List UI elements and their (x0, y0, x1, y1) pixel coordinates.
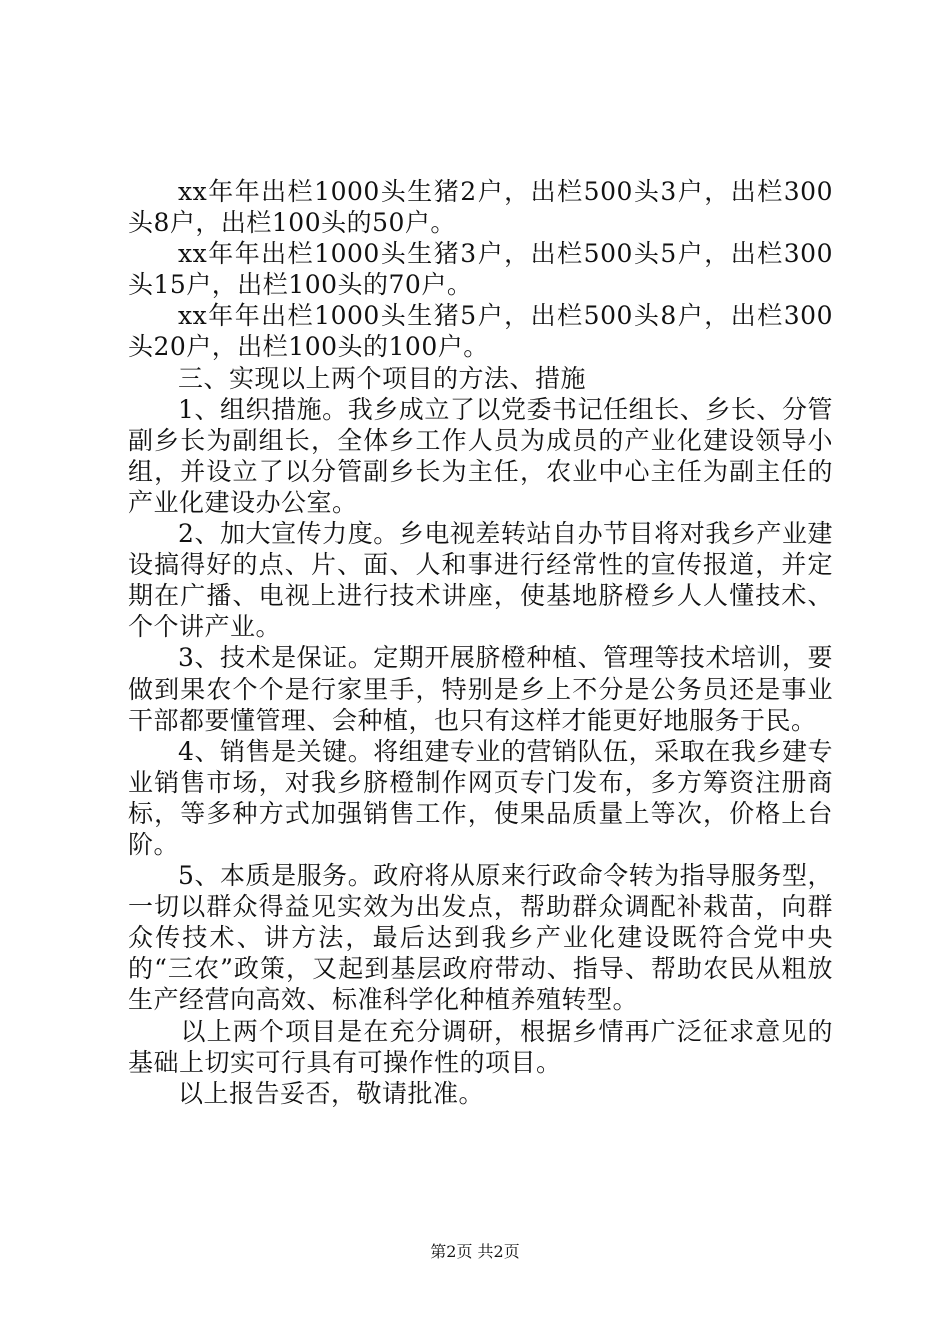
paragraph-conclusion: 以上两个项目是在充分调研，根据乡情再广泛征求意见的基础上切实可行具有可操作性的项目。 (128, 1016, 833, 1077)
paragraph-publicity: 2、加大宣传力度。乡电视差转站自办节目将对我乡产业建设搞得好的点、片、面、人和事进行经常性的宣传报道，并定期在广播、电视上进行技术讲座，使基地脐橙乡人人懂技术、个个讲产业。 (128, 519, 833, 642)
paragraph-technology: 3、技术是保证。定期开展脐橙种植、管理等技术培训，要做到果农个个是行家里手，特别是乡上不分是公务员还是事业干部都要懂管理、会种植，也只有这样才能更好地服务于民。 (128, 643, 833, 735)
paragraph-livestock-year-1: xx年年出栏1000头生猪2户，出栏500头3户，出栏300头8户，出栏100头的50户。 (128, 177, 833, 238)
page-number-footer: 第2页 共2页 (430, 1242, 520, 1261)
paragraph-sales: 4、销售是关键。将组建专业的营销队伍，采取在我乡建专业销售市场，对我乡脐橙制作网页专门发布，多方筹资注册商标，等多种方式加强销售工作，使果品质量上等次，价格上台阶。 (128, 736, 833, 859)
paragraph-closing-request: 以上报告妥否，敬请批准。 (178, 1078, 485, 1108)
section-heading-methods: 三、实现以上两个项目的方法、措施 (178, 363, 587, 393)
paragraph-service: 5、本质是服务。政府将从原来行政命令转为指导服务型，一切以群众得益见实效为出发点，帮助群众调配补栽苗，向群众传技术、讲方法，最后达到我乡产业化建设既符合党中央的“三农”政策，又起到基层政府带动、指导、帮助农民从粗放生产经营向高效、标准科学化种植养殖转型。 (128, 861, 833, 1015)
paragraph-livestock-year-2: xx年年出栏1000头生猪3户，出栏500头5户，出栏300头15户，出栏100头的70户。 (128, 239, 833, 300)
document-body (128, 176, 833, 1109)
paragraph-livestock-year-3: xx年年出栏1000头生猪5户，出栏500头8户，出栏300头20户，出栏100头的100户。 (128, 301, 833, 362)
paragraph-organization-measures: 1、组织措施。我乡成立了以党委书记任组长、乡长、分管副乡长为副组长，全体乡工作人员为成员的产业化建设领导小组，并设立了以分管副乡长为主任，农业中心主任为副主任的产业化建设办公室。 (128, 394, 833, 517)
